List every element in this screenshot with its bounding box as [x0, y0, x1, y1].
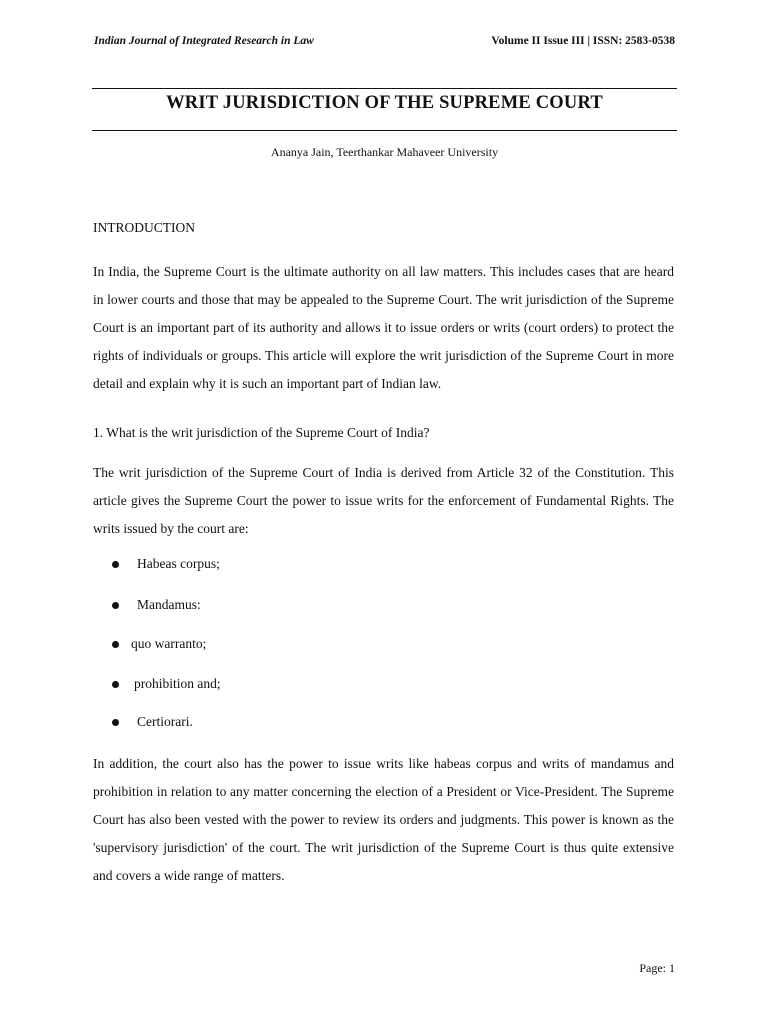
- author-line: Ananya Jain, Teerthankar Mahaveer University: [270, 145, 499, 159]
- list-item: [112, 676, 221, 692]
- list-item: [112, 597, 201, 613]
- article-title: WRIT JURISDICTION OF THE SUPREME COURT: [166, 93, 603, 113]
- bullet-icon: [112, 641, 119, 648]
- writ-label: prohibition and;: [134, 676, 221, 691]
- list-item: [112, 556, 220, 572]
- writ-label: Certiorari.: [137, 714, 193, 729]
- question-heading: 1. What is the writ jurisdiction of the Supreme Court of India?: [93, 425, 430, 440]
- writ-label: Mandamus:: [137, 597, 201, 612]
- writ-label: Habeas corpus;: [137, 556, 220, 571]
- journal-name: Indian Journal of Integrated Research in Law: [94, 35, 314, 47]
- list-item: [112, 714, 193, 730]
- introduction-paragraph: In India, the Supreme Court is the ultimate authority on all law matters. This includes cases that are heard in lower courts and those that may be appealed to the Supreme Court. The writ jurisdiction of the Supreme Court is an important part of its authority and allows it to issue orders or writs (court orders) to protect the rights of individuals or groups. This article will explore the writ jurisdiction of the Supreme Court in more detail and explain why it is such an important part of Indian law.: [93, 264, 674, 391]
- bullet-icon: [112, 719, 119, 726]
- introduction-heading: INTRODUCTION: [93, 220, 195, 235]
- title-rule-top: [92, 88, 677, 89]
- derived-paragraph: The writ jurisdiction of the Supreme Court of India is derived from Article 32 of the Constitution. This article gives the Supreme Court the power to issue writs for the enforcement of Fundamental Rights. The writs issued by the court are:: [93, 465, 674, 536]
- bullet-icon: [112, 602, 119, 609]
- title-rule-bottom: [92, 130, 677, 131]
- list-item: [112, 636, 206, 652]
- page-number: Page: 1: [639, 961, 675, 975]
- addition-paragraph: In addition, the court also has the power to issue writs like habeas corpus and writs of mandamus and prohibition in relation to any matter concerning the election of a President or Vice-President. The Supreme Court has also been vested with the power to review its orders and judgments. This power is known as the 'supervisory jurisdiction' of the court. The writ jurisdiction of the Supreme Court is thus quite extensive and covers a wide range of matters.: [93, 756, 674, 883]
- bullet-icon: [112, 681, 119, 688]
- writ-label: quo warranto;: [131, 636, 207, 651]
- bullet-icon: [112, 561, 119, 568]
- volume-issn: Volume II Issue III | ISSN: 2583-0538: [491, 35, 675, 47]
